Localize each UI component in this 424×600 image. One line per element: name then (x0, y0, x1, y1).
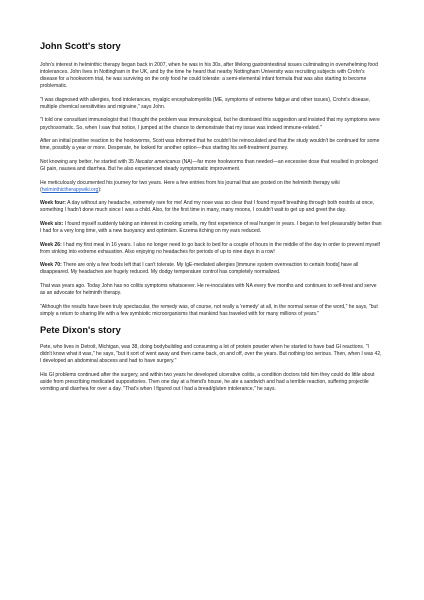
paragraph-text: He meticulously documented his journey for two years. Here a few entries from his journal that are posted on the helminth therapy wiki ( (40, 179, 340, 193)
journal-entry-label: Week four: (40, 200, 66, 207)
paragraph-text: ): (98, 186, 102, 193)
paragraph: That was years ago. Today John has no colitis symptoms whatsoever. He re-inoculates with NA every five months and continues to self-treat and serve as an advocate for helminth therapy. (40, 282, 377, 297)
paragraph: After an initial positive reaction to the hookworms, Scott was informed that he couldn't be reinoculated and that the study wouldn't be continued for some time, possibly a year or more. Desperate, he looked for another option—thus starting his self-treatment journey. (40, 138, 380, 152)
paragraph-text: Not knowing any better, he started with 35 (40, 158, 136, 165)
journal-entry-label: Week 70: (40, 262, 62, 269)
section-title-john-scott: John Scott's story (40, 41, 121, 51)
paragraph-text: (NA)—far more hookworms than needed—an excessive dose that resulted in prolonged GI pain, nausea and diarrhea. But he also experienced steady symptomatic improvement. (40, 158, 378, 172)
journal-entry-text: I found myself suddenly taking an interest in cooking smells, my first experience of real hunger in years. I began to feel pleasurably better than I had for a very long time, with a new buoyancy and optimism. Eczema itching on my ears reduced. (40, 220, 382, 234)
journal-entry-text: A day without any headache, extremely rare for me! And my nose was so clear that I found myself breathing through both nostrils at once, something I hadn't done much since I was a child. Also, for the first time in many, many moons, I couldn't wait to get up and greet the day. (40, 200, 375, 214)
journal-entry-label: Week 26: (40, 241, 62, 248)
paragraph (40, 180, 382, 194)
journal-entry-week-four (40, 200, 382, 214)
journal-entry-week-70 (40, 262, 382, 276)
journal-entry-text: I had my first meal in 16 years. I also no longer need to go back to bed for a couple of hours in the middle of the day in order to prevent myself from sinking into extreme exhaustion. Also enjoying no headaches for periods of up to nine days in a row! (40, 241, 380, 255)
quote-paragraph: "I was diagnosed with allergies, food intolerances, myalgic encephalomyelitis (ME, symptoms of extreme fatigue and other issues), Crohn's disease, multiple chemical sensitivities and migraine," says John. (40, 96, 371, 110)
article (40, 40, 382, 400)
journal-entry-week-26 (40, 242, 382, 256)
journal-entry-label: Week six: (40, 220, 64, 227)
species-name: Necator americanus (135, 158, 181, 165)
journal-entry-week-six (40, 221, 382, 235)
quote-paragraph: "I told one consultant immunologist that I thought the problem was immunological, but he dismissed this suggestion and insisted that my symptoms were psychosomatic. So, when I saw that notice, I jumped at the chance to demonstrate that my issue was indeed immune-related." (40, 117, 380, 131)
quote-paragraph: "Although the results have been truly spectacular, the remedy was, of course, not really a 'remedy' at all, in the normal sense of the word," he says, "but simply a return to sharing life with a few symbiotic microorganisms that mankind has traveled with for many millions of years." (40, 303, 378, 317)
paragraph: Pete, who lives in Detroit, Michigan, was 38, doing bodybuilding and consuming a lot of protein powder when he started to have bad GI reactions. "I didn't know what it was," he says, "but it sort of went away and then came back, on and off, over the years. But nothing too serious. Then, when I was 42, I developed an abdominal abscess and had to have surgery." (40, 344, 382, 365)
paragraph: John's interest in helminthic therapy began back in 2007, when he was in his 30s, after lifelong gastrointestinal issues culminating in overwhelming food intolerances. John lives in Nottingham in the UK, and by the time he heard that nearby Nottingham University was recruiting subjects with Crohn's disease for a hookworm trial, he was surviving on the only food he could tolerate: a semi-elemental infant formula that was also starting to become problematic. (40, 62, 378, 90)
paragraph: His GI problems continued after the surgery, and within two years he developed ulcerative colitis, a condition doctors told him they could do little about aside from prescribing medicated suppositories. Then one day at a friend's house, he ate a sandwich and had a terrible reaction, suffering projectile vomiting and diarrhea for over a day. "That's when I figured out I had a bread/gluten intolerance," he says. (40, 372, 375, 393)
section-title-pete-dixon: Pete Dixon's story (40, 325, 121, 336)
paragraph (40, 159, 382, 173)
journal-entry-text: There are only a few foods left that I can't tolerate. My IgE-mediated allergies [immune system overreaction to certain foods] have all disappeared. My headaches are hugely reduced. My dodgy temperature control has completely normalized. (40, 262, 359, 276)
wiki-link[interactable]: helminthictherapywiki.org (41, 186, 99, 193)
